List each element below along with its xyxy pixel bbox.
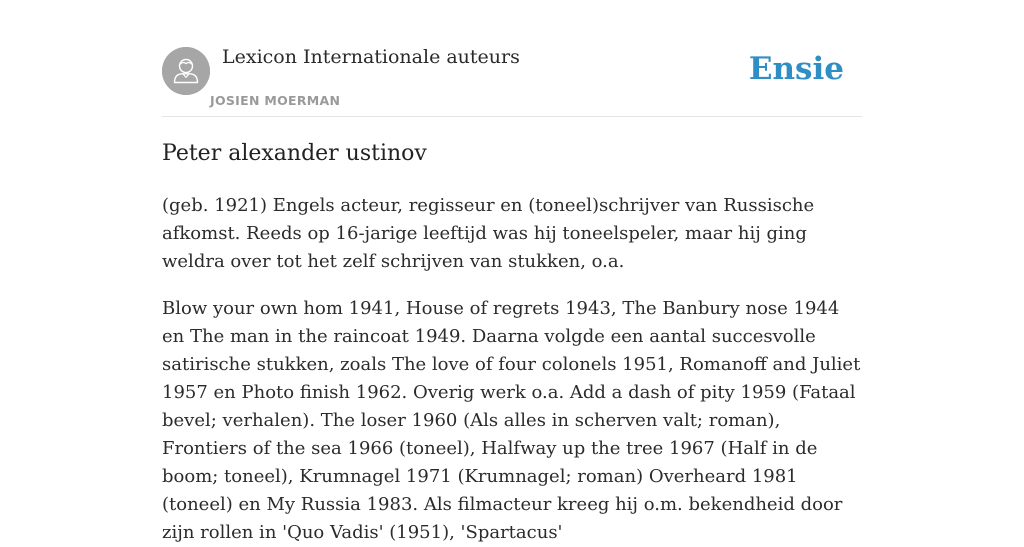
author-name[interactable]: JOSIEN MOERMAN bbox=[210, 93, 341, 108]
lexicon-title-link[interactable]: Lexicon Internationale auteurs bbox=[222, 46, 520, 68]
entry-title: Peter alexander ustinov bbox=[162, 141, 427, 166]
entry-paragraph-1: (geb. 1921) Engels acteur, regisseur en (toneel)schrijver van Russische afkomst. Reeds op 16-jarige leeftijd was hij toneelspeler, maar hij ging weldra over tot het zelf schrijven van stukken, o.a. bbox=[162, 195, 815, 272]
page-container bbox=[162, 0, 862, 543]
ensie-logo-link[interactable]: Ensie bbox=[748, 51, 844, 87]
avatar-graphic bbox=[162, 47, 210, 95]
header bbox=[162, 0, 862, 117]
entry-paragraph-2: Blow your own hom 1941, House of regrets 1943, The Banbury nose 1944 en The man in the raincoat 1949. Daarna volgde een aantal succesvolle satirische stukken, zoals The love of four colonels 1951, Romanoff and Juliet 1957 en Photo finish 1962. Overig werk o.a. Add a dash of pity 1959 (Fataal bevel; verhalen). The loser 1960 (Als alles in scherven valt; roman), Frontiers of the sea 1966 (toneel), Halfway up the tree 1967 (Half in de boom; toneel), Krumnagel 1971 (Krumnagel; roman) Overheard 1981 (toneel) en My Russia 1983. Als filmacteur kreeg hij o.m. bekendheid door zijn rollen in 'Quo Vadis' (1951), 'Spartacus' bbox=[162, 298, 861, 543]
user-placeholder-icon[interactable] bbox=[162, 47, 210, 95]
